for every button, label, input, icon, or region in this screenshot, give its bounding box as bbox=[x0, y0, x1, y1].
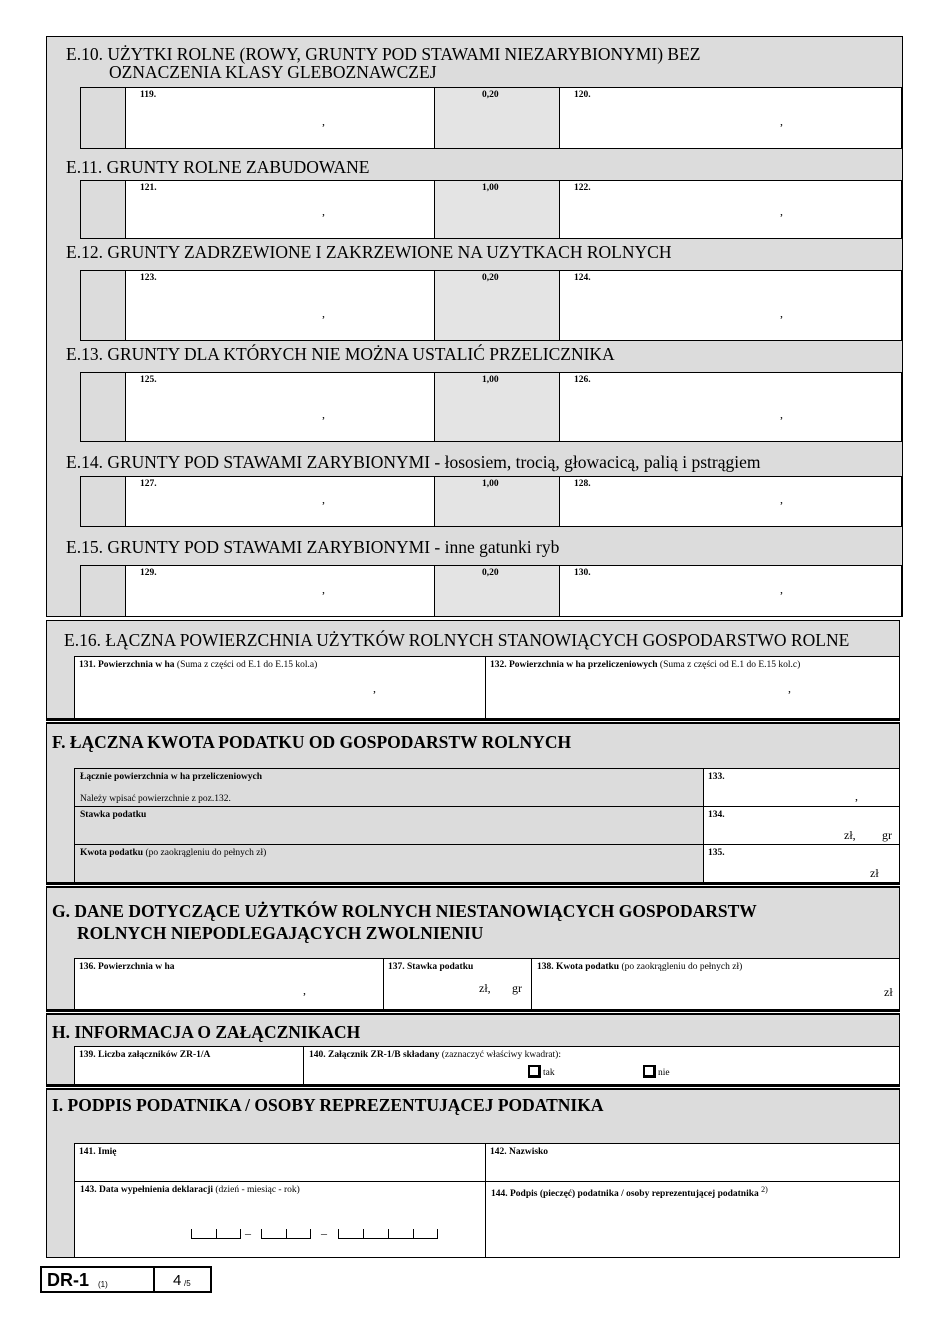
e-row-grid bbox=[80, 87, 902, 149]
e-row-field-c-comma: , bbox=[780, 306, 783, 320]
field-134-num: 134. bbox=[708, 810, 725, 820]
field-132-comma: , bbox=[788, 681, 791, 695]
f-row2-label-cell bbox=[74, 806, 704, 845]
e-row-title: E.15. GRUNTY POD STAWAMI ZARYBIONYMI - inne gatunki ryb bbox=[66, 537, 560, 557]
e-row-field-a-num: 127. bbox=[140, 479, 157, 489]
e-row-factor bbox=[435, 181, 560, 238]
field-137-unit-gr: gr bbox=[512, 981, 522, 995]
e-row-grid bbox=[80, 565, 902, 617]
section-i bbox=[46, 1089, 900, 1258]
checkbox-nie[interactable] bbox=[643, 1065, 656, 1078]
e-row-field-c-comma: , bbox=[780, 582, 783, 596]
e-row-factor bbox=[435, 271, 560, 340]
field-143-label: 143. Data wypełnienia deklaracji (dzień - miesiąc - rok) bbox=[80, 1185, 300, 1195]
f-row1-label-cell bbox=[74, 768, 704, 807]
footer-page-number: 4 bbox=[173, 1272, 182, 1289]
date-day-boxes[interactable] bbox=[191, 1229, 241, 1239]
g-title-line1: G. DANE DOTYCZĄCE UŻYTKÓW ROLNYCH NIESTANOWIĄCYCH GOSPODARSTW bbox=[52, 901, 757, 921]
e-row-field-c[interactable] bbox=[560, 373, 901, 441]
e-row-title: E.13. GRUNTY DLA KTÓRYCH NIE MOŻNA USTALIĆ PRZELICZNIKA bbox=[66, 344, 615, 364]
e-row-field-a[interactable] bbox=[126, 566, 435, 616]
e-row-field-c-num: 122. bbox=[574, 183, 591, 193]
e-row-factor-value: 0,20 bbox=[482, 273, 499, 283]
option-nie-label: nie bbox=[658, 1068, 670, 1078]
field-141-label: 141. Imię bbox=[79, 1147, 117, 1157]
e-row-field-c-num: 130. bbox=[574, 568, 591, 578]
e-row-field-a-num: 123. bbox=[140, 273, 157, 283]
e-row-field-a-comma: , bbox=[322, 582, 325, 596]
h-title: H. INFORMACJA O ZAŁĄCZNIKACH bbox=[52, 1022, 361, 1042]
e-row-field-c[interactable] bbox=[560, 88, 901, 148]
option-nie[interactable] bbox=[643, 1065, 670, 1078]
date-sep-1: – bbox=[245, 1226, 251, 1240]
e-row-field-c-comma: , bbox=[780, 204, 783, 218]
e-row-field-c-comma: , bbox=[780, 492, 783, 506]
field-131-comma: , bbox=[373, 681, 376, 695]
e-row-field-c[interactable] bbox=[560, 181, 901, 238]
e-row-field-c-num: 126. bbox=[574, 375, 591, 385]
field-135-unit-zl: zł bbox=[870, 866, 879, 880]
e-row-field-c[interactable] bbox=[560, 566, 901, 616]
field-140 bbox=[303, 1046, 900, 1085]
e-row-field-c-num: 124. bbox=[574, 273, 591, 283]
field-134-unit-gr: gr bbox=[882, 828, 892, 842]
option-tak[interactable] bbox=[528, 1065, 555, 1078]
field-132[interactable] bbox=[485, 656, 900, 719]
field-144-label: 144. Podpis (pieczęć) podatnika / osoby reprezentującej podatnika $^{2)}$ bbox=[491, 1185, 768, 1200]
field-138-label: 138. Kwota podatku (po zaokrągleniu do pełnych zł) bbox=[537, 962, 743, 972]
field-133-comma: , bbox=[855, 789, 858, 803]
e-row-field-a-comma: , bbox=[322, 306, 325, 320]
field-139-label: 139. Liczba załączników ZR-1/A bbox=[79, 1050, 211, 1060]
date-year-boxes[interactable] bbox=[338, 1229, 438, 1239]
g-title-line2: ROLNYCH NIEPODLEGAJĄCYCH ZWOLNIENIU bbox=[77, 923, 484, 943]
field-131-label: 131. Powierzchnia w ha (Suma z części od E.1 do E.15 kol.a) bbox=[79, 660, 318, 670]
f-title: F. ŁĄCZNA KWOTA PODATKU OD GOSPODARSTW ROLNYCH bbox=[52, 732, 572, 752]
f-row3-label-cell bbox=[74, 844, 704, 883]
e-row-factor-value: 1,00 bbox=[482, 375, 499, 385]
field-138[interactable] bbox=[531, 958, 900, 1010]
f-row1-label: Łącznie powierzchnia w ha przeliczeniowych bbox=[80, 772, 263, 782]
date-month-boxes[interactable] bbox=[261, 1229, 311, 1239]
footer-form-id bbox=[40, 1266, 212, 1293]
e-row-factor bbox=[435, 88, 560, 148]
field-142[interactable] bbox=[485, 1143, 900, 1182]
date-sep-2: – bbox=[321, 1226, 327, 1240]
field-144[interactable] bbox=[485, 1181, 900, 1258]
e-row-stub bbox=[81, 566, 126, 616]
e-row-grid bbox=[80, 180, 902, 239]
e-row-field-a-comma: , bbox=[322, 407, 325, 421]
e-row-factor-value: 0,20 bbox=[482, 90, 499, 100]
e-row-field-a-comma: , bbox=[322, 492, 325, 506]
section-f bbox=[46, 723, 900, 883]
f-row1-note: Należy wpisać powierzchnie z poz.132. bbox=[80, 794, 231, 804]
e-row-field-a[interactable] bbox=[126, 477, 435, 526]
field-135-num: 135. bbox=[708, 848, 725, 858]
field-143[interactable] bbox=[74, 1181, 486, 1258]
e-row-field-a-num: 119. bbox=[140, 90, 157, 100]
e-row-grid bbox=[80, 372, 902, 442]
field-137-label: 137. Stawka podatku bbox=[388, 962, 474, 972]
e-row-stub bbox=[81, 477, 126, 526]
e-row-stub bbox=[81, 181, 126, 238]
e-row-factor-value: 1,00 bbox=[482, 479, 499, 489]
e-row-grid bbox=[80, 270, 902, 341]
field-131[interactable] bbox=[74, 656, 486, 719]
e-row-field-a[interactable] bbox=[126, 373, 435, 441]
e-row-field-a[interactable] bbox=[126, 181, 435, 238]
footer-page-total: /5 bbox=[184, 1279, 191, 1288]
e-row-title: E.10. UŻYTKI ROLNE (ROWY, GRUNTY POD STAWAMI NIEZARYBIONYMI) BEZ bbox=[66, 44, 701, 64]
field-135[interactable] bbox=[703, 844, 900, 883]
footer-divider bbox=[153, 1266, 155, 1293]
field-133-num: 133. bbox=[708, 772, 725, 782]
e-row-field-c-comma: , bbox=[780, 114, 783, 128]
field-138-unit-zl: zł bbox=[884, 985, 893, 999]
section-e16 bbox=[46, 620, 900, 719]
e-row-field-c-num: 120. bbox=[574, 90, 591, 100]
e-row-factor bbox=[435, 566, 560, 616]
field-132-label: 132. Powierzchnia w ha przeliczeniowych (Suma z części od E.1 do E.15 kol.c) bbox=[490, 660, 801, 670]
f-row2-label: Stawka podatku bbox=[80, 810, 147, 820]
checkbox-tak[interactable] bbox=[528, 1065, 541, 1078]
field-140-label: 140. Załącznik ZR-1/B składany (zaznaczyć właściwy kwadrat): bbox=[309, 1050, 561, 1060]
option-tak-label: tak bbox=[543, 1068, 555, 1078]
e-row-title: E.12. GRUNTY ZADRZEWIONE I ZAKRZEWIONE NA UZYTKACH ROLNYCH bbox=[66, 242, 672, 262]
e-row-factor bbox=[435, 373, 560, 441]
e-row-field-c-num: 128. bbox=[574, 479, 591, 489]
f-row3-label: Kwota podatku (po zaokrągleniu do pełnych zł) bbox=[80, 848, 267, 858]
field-133[interactable] bbox=[703, 768, 900, 807]
field-136-label: 136. Powierzchnia w ha bbox=[79, 962, 175, 972]
field-134[interactable] bbox=[703, 806, 900, 845]
e-row-field-c-comma: , bbox=[780, 407, 783, 421]
e-row-field-c[interactable] bbox=[560, 271, 901, 340]
e-row-grid bbox=[80, 476, 902, 527]
field-139[interactable] bbox=[74, 1046, 304, 1085]
footer-form-code: DR-1 bbox=[47, 1270, 90, 1290]
e-row-factor-value: 0,20 bbox=[482, 568, 499, 578]
e-row-factor bbox=[435, 477, 560, 526]
field-136[interactable] bbox=[74, 958, 384, 1010]
field-141[interactable] bbox=[74, 1143, 486, 1182]
e-row-field-a-num: 129. bbox=[140, 568, 157, 578]
section-h bbox=[46, 1014, 900, 1085]
e16-title: E.16. ŁĄCZNA POWIERZCHNIA UŻYTKÓW ROLNYCH STANOWIĄCYCH GOSPODARSTWO ROLNE bbox=[64, 630, 850, 650]
e-row-field-a[interactable] bbox=[126, 88, 435, 148]
e-row-field-a[interactable] bbox=[126, 271, 435, 340]
e-row-stub bbox=[81, 271, 126, 340]
e-row-title-line2: OZNACZENIA KLASY GLEBOZNAWCZEJ bbox=[109, 62, 437, 82]
e-row-title: E.11. GRUNTY ROLNE ZABUDOWANE bbox=[66, 157, 370, 177]
field-142-label: 142. Nazwisko bbox=[490, 1147, 549, 1157]
footer-form-version: (1) bbox=[98, 1280, 108, 1289]
field-137-unit-zl: zł, bbox=[479, 981, 491, 995]
i-title: I. PODPIS PODATNIKA / OSOBY REPREZENTUJĄCEJ PODATNIKA bbox=[52, 1095, 604, 1115]
e-row-field-c[interactable] bbox=[560, 477, 901, 526]
e-row-factor-value: 1,00 bbox=[482, 183, 499, 193]
e-row-field-a-comma: , bbox=[322, 114, 325, 128]
field-134-unit-zl: zł, bbox=[844, 828, 856, 842]
e-row-stub bbox=[81, 373, 126, 441]
e-row-stub bbox=[81, 88, 126, 148]
e-row-field-a-num: 125. bbox=[140, 375, 157, 385]
e-row-title: E.14. GRUNTY POD STAWAMI ZARYBIONYMI - łososiem, trocią, głowacicą, palią i pstrągiem bbox=[66, 452, 761, 472]
field-137[interactable] bbox=[383, 958, 532, 1010]
section-g bbox=[46, 887, 900, 1010]
field-136-comma: , bbox=[303, 983, 306, 997]
e-row-field-a-comma: , bbox=[322, 204, 325, 218]
e-row-field-a-num: 121. bbox=[140, 183, 157, 193]
